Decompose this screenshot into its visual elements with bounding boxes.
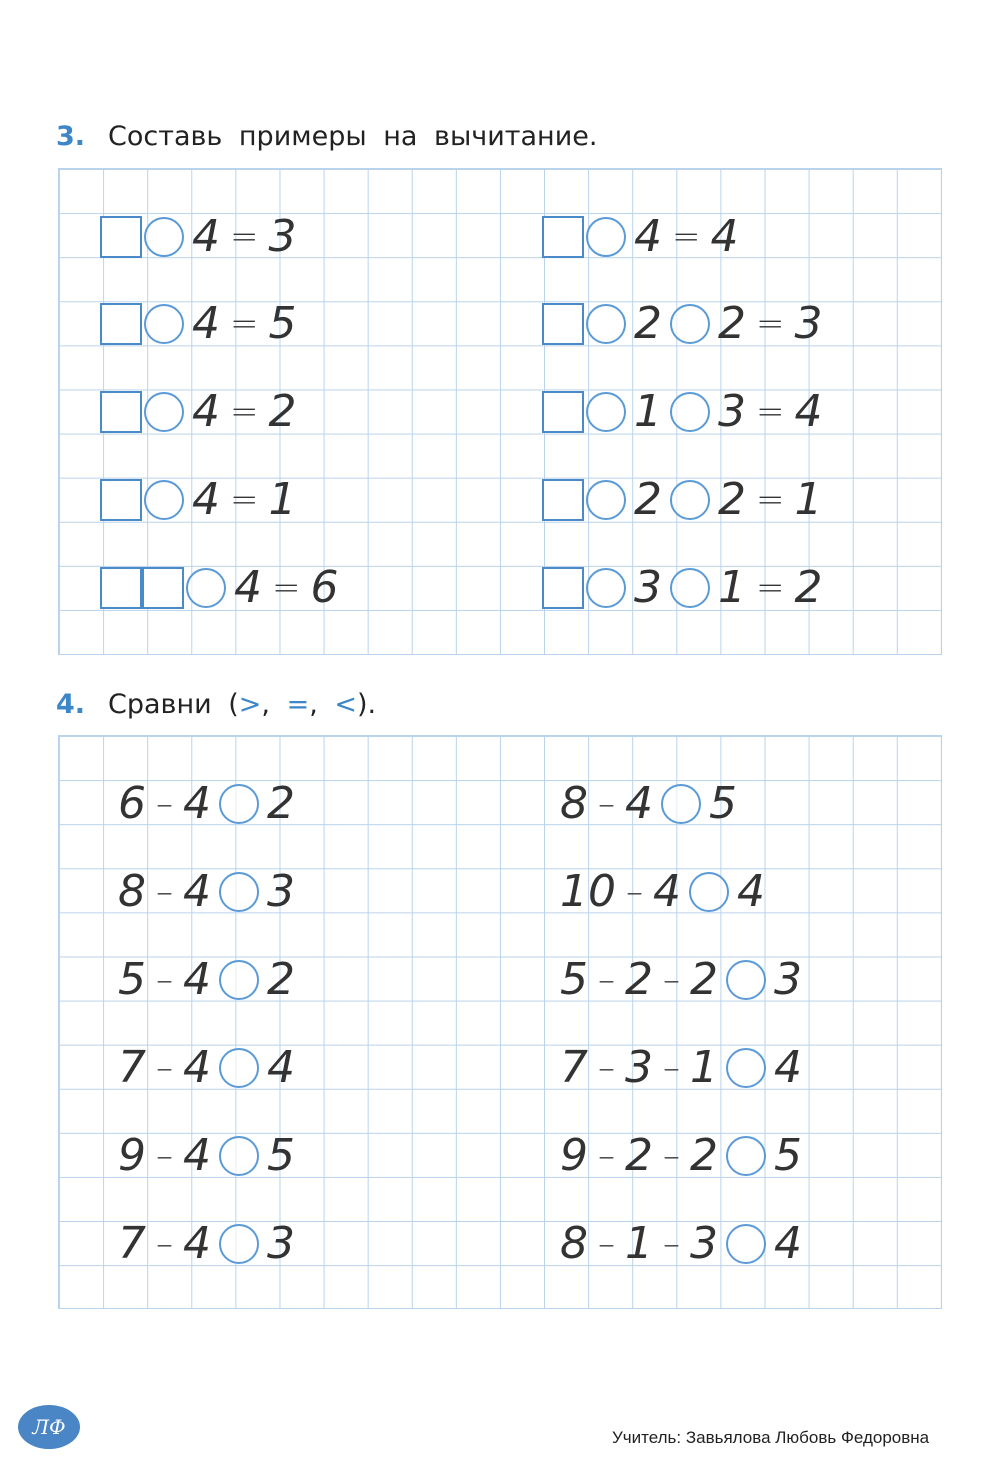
number: 4 (774, 1218, 802, 1269)
task3-left-row (100, 298, 303, 349)
compare-circle[interactable] (219, 960, 259, 1000)
number: 4 (234, 562, 262, 613)
number: 4 (183, 778, 211, 829)
answer-box[interactable] (100, 303, 142, 345)
equals-sign: = (672, 217, 701, 257)
task4-right-row (554, 1130, 808, 1181)
minus-sign: – (156, 1048, 173, 1088)
number: 4 (192, 386, 220, 437)
number: 4 (625, 778, 653, 829)
sign-circle[interactable] (144, 480, 184, 520)
number: 4 (192, 211, 220, 262)
number: 8 (560, 778, 588, 829)
sign-circle[interactable] (586, 480, 626, 520)
task4-right-row (554, 954, 808, 1005)
number: 1 (634, 386, 662, 437)
number: 4 (634, 211, 662, 262)
answer-box[interactable] (542, 391, 584, 433)
task4-right-row (554, 778, 743, 829)
number: 7 (118, 1218, 146, 1269)
compare-circle[interactable] (726, 1224, 766, 1264)
sign-circle[interactable] (144, 304, 184, 344)
compare-circle[interactable] (219, 872, 259, 912)
task4-left-row (112, 1218, 301, 1269)
compare-circle[interactable] (689, 872, 729, 912)
minus-sign: – (156, 784, 173, 824)
task4-title-suffix: ). (356, 689, 377, 720)
separator: , (261, 689, 287, 720)
number: 7 (118, 1042, 146, 1093)
task4-number: 4. (56, 689, 86, 720)
task4-title (108, 689, 376, 720)
equals-sign: = (272, 568, 301, 608)
sign-circle[interactable] (586, 568, 626, 608)
equals-sign: = (230, 217, 259, 257)
number: 3 (690, 1218, 718, 1269)
sign-circle[interactable] (670, 392, 710, 432)
task4-left-row (112, 1042, 301, 1093)
task4-left-row (112, 778, 301, 829)
equals-sign: = (756, 568, 785, 608)
number: 2 (267, 778, 295, 829)
answer-box[interactable] (542, 303, 584, 345)
number: 10 (560, 866, 616, 917)
number: 7 (560, 1042, 588, 1093)
number: 2 (690, 1130, 718, 1181)
publisher-logo (18, 1405, 80, 1449)
task3-left-row (100, 386, 303, 437)
number: 2 (718, 474, 746, 525)
minus-sign: – (663, 1136, 680, 1176)
sign-circle[interactable] (586, 392, 626, 432)
number: 2 (794, 562, 823, 613)
symbol-gt: > (238, 689, 262, 720)
task3-right-row (542, 386, 829, 437)
number: 2 (718, 298, 746, 349)
number: 3 (774, 954, 802, 1005)
minus-sign: – (598, 1136, 615, 1176)
number: 3 (267, 1218, 295, 1269)
number: 2 (268, 386, 297, 437)
number: 6 (310, 562, 339, 613)
answer-box[interactable] (142, 567, 184, 609)
answer-box[interactable] (542, 567, 584, 609)
compare-circle[interactable] (219, 1136, 259, 1176)
number: 8 (560, 1218, 588, 1269)
number: 8 (118, 866, 146, 917)
task4-header (56, 689, 376, 720)
minus-sign: – (598, 1048, 615, 1088)
answer-box[interactable] (100, 216, 142, 258)
sign-circle[interactable] (670, 480, 710, 520)
compare-circle[interactable] (219, 1048, 259, 1088)
number: 3 (625, 1042, 653, 1093)
task3-number: 3. (56, 121, 86, 152)
minus-sign: – (663, 960, 680, 1000)
task3-right-row (542, 562, 829, 613)
number: 4 (737, 866, 765, 917)
compare-circle[interactable] (726, 960, 766, 1000)
answer-box[interactable] (542, 479, 584, 521)
answer-box[interactable] (542, 216, 584, 258)
equals-sign: = (230, 480, 259, 520)
minus-sign: – (156, 960, 173, 1000)
number: 2 (690, 954, 718, 1005)
compare-circle[interactable] (219, 1224, 259, 1264)
number: 1 (718, 562, 746, 613)
equals-sign: = (756, 392, 785, 432)
sign-circle[interactable] (670, 304, 710, 344)
task3-header (56, 121, 597, 152)
number: 2 (634, 474, 662, 525)
number: 1 (794, 474, 823, 525)
sign-circle[interactable] (670, 568, 710, 608)
minus-sign: – (663, 1224, 680, 1264)
minus-sign: – (598, 784, 615, 824)
compare-circle[interactable] (219, 784, 259, 824)
separator: , (309, 689, 335, 720)
number: 3 (718, 386, 746, 437)
number: 3 (268, 211, 297, 262)
compare-circle[interactable] (726, 1136, 766, 1176)
number: 1 (690, 1042, 718, 1093)
task3-title: Составь примеры на вычитание. (108, 121, 598, 152)
sign-circle[interactable] (144, 392, 184, 432)
sign-circle[interactable] (586, 304, 626, 344)
number: 5 (118, 954, 146, 1005)
equals-sign: = (230, 304, 259, 344)
number: 9 (118, 1130, 146, 1181)
answer-box[interactable] (100, 567, 142, 609)
task4-left-row (112, 1130, 301, 1181)
compare-circle[interactable] (726, 1048, 766, 1088)
number: 4 (192, 474, 220, 525)
number: 5 (709, 778, 737, 829)
task4-left-row (112, 954, 301, 1005)
number: 2 (267, 954, 295, 1005)
task4-left-row (112, 866, 301, 917)
number: 4 (183, 1218, 211, 1269)
minus-sign: – (598, 960, 615, 1000)
answer-box[interactable] (100, 391, 142, 433)
minus-sign: – (663, 1048, 680, 1088)
number: 4 (183, 954, 211, 1005)
number: 2 (625, 954, 653, 1005)
number: 4 (710, 211, 739, 262)
number: 9 (560, 1130, 588, 1181)
sign-circle[interactable] (586, 217, 626, 257)
sign-circle[interactable] (186, 568, 226, 608)
number: 6 (118, 778, 146, 829)
sign-circle[interactable] (144, 217, 184, 257)
task4-right-row (554, 1218, 808, 1269)
number: 4 (267, 1042, 295, 1093)
number: 4 (192, 298, 220, 349)
number: 4 (774, 1042, 802, 1093)
number: 1 (268, 474, 297, 525)
footer-teacher: Учитель: Завьялова Любовь Федоровна (612, 1428, 930, 1447)
number: 4 (794, 386, 823, 437)
equals-sign: = (756, 480, 785, 520)
number: 2 (625, 1130, 653, 1181)
task4-title-prefix: Сравни ( (108, 689, 239, 720)
compare-circle[interactable] (661, 784, 701, 824)
task3-right-row (542, 298, 829, 349)
number: 5 (560, 954, 588, 1005)
task3-right-row (542, 474, 829, 525)
task3-left-row (100, 562, 345, 613)
task4-right-row (554, 866, 771, 917)
number: 3 (267, 866, 295, 917)
minus-sign: – (626, 872, 643, 912)
minus-sign: – (156, 1224, 173, 1264)
number: 4 (653, 866, 681, 917)
logo-text: ЛФ (32, 1415, 66, 1439)
minus-sign: – (156, 872, 173, 912)
number: 5 (268, 298, 297, 349)
symbol-lt: < (334, 689, 357, 720)
number: 4 (183, 1130, 211, 1181)
answer-box[interactable] (100, 479, 142, 521)
equals-sign: = (756, 304, 785, 344)
number: 5 (267, 1130, 295, 1181)
minus-sign: – (598, 1224, 615, 1264)
symbol-eq: = (286, 689, 310, 720)
number: 4 (183, 1042, 211, 1093)
number: 3 (794, 298, 823, 349)
number: 3 (634, 562, 662, 613)
equals-sign: = (230, 392, 259, 432)
task3-right-row (542, 211, 745, 262)
task3-left-row (100, 211, 303, 262)
number: 5 (774, 1130, 802, 1181)
task3-left-row (100, 474, 303, 525)
number: 2 (634, 298, 662, 349)
task4-right-row (554, 1042, 808, 1093)
number: 4 (183, 866, 211, 917)
number: 1 (625, 1218, 653, 1269)
minus-sign: – (156, 1136, 173, 1176)
